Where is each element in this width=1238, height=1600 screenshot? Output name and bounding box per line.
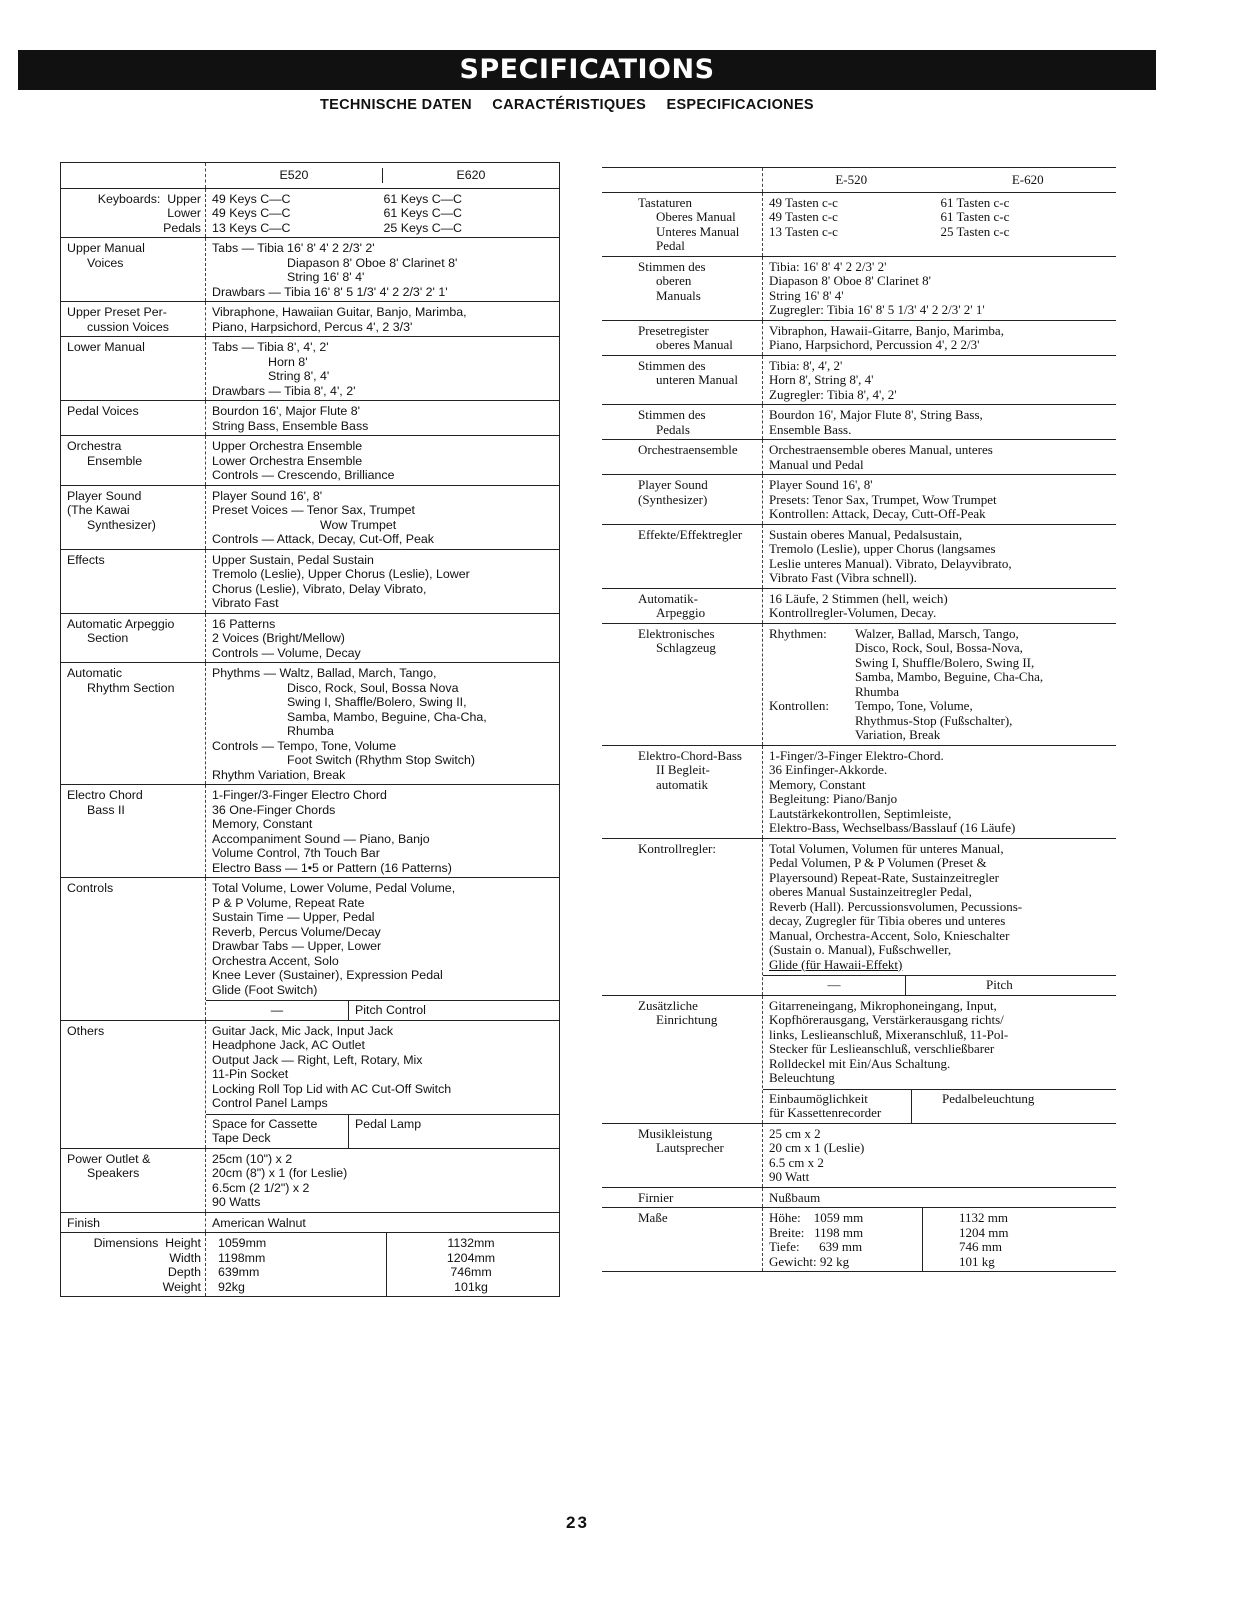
table-row: Upper Preset Per- cussion Voices Vibraphone, Hawaiian Guitar, Banjo, Marimba, Piano, Harpsichord, Percus 4', 2 3/3' [61,302,560,337]
table-row: Effects Upper Sustain, Pedal Sustain Tremolo (Leslie), Upper Chorus (Leslie), Lower Chorus (Leslie), Vibrato, Delay Vibrato, Vibrato Fast [61,549,560,613]
model-e520: E520 [279,168,309,182]
table-row: Player Sound (The Kawai Synthesizer) Player Sound 16', 8' Preset Voices — Tenor Sax, Trumpet Wow Trumpet Controls — Attack, Decay, Cut-Off, Peak [61,485,560,549]
table-row: Keyboards: Upper Lower Pedals 49 Keys C—C 49 Keys C—C 13 Keys C—C 61 Keys C—C 61 Keys C—C 25 Keys C—C [61,188,560,238]
table-row: Player Sound (Synthesizer) Player Sound 16', 8' Presets: Tenor Sax, Trumpet, Wow Trumpet Kontrollen: Attack, Decay, Cutt-Off-Peak [602,475,1116,525]
table-row: Maße Höhe: 1059 mm Breite: 1198 mm Tiefe: 639 mm Gewicht: 92 kg 1132 mm 1204 mm 746 mm 101 kg [602,1208,1116,1272]
table-row: Pedal Voices Bourdon 16', Major Flute 8' String Bass, Ensemble Bass [61,401,560,436]
table-row: Automatic Rhythm Section Phythms — Waltz, Ballad, March, Tango, Disco, Rock, Soul, Bossa Nova Swing I, Shaffle/Bolero, Swing II, Samba, Mambo, Beguine, Cha-Cha, Rhumba Controls — Tempo, Tone, Volume Foot Switch (Rhythm Stop Switch) Rhythm Variation, Break [61,663,560,785]
table-row: Automatik- Arpeggio 16 Läufe, 2 Stimmen (hell, weich) Kontrollregler-Volumen, Decay. [602,588,1116,623]
subtitle-spanish: ESPECIFICACIONES [666,97,814,113]
model-e620: E620 [382,168,559,183]
table-row: Elektro-Chord-Bass II Begleit- automatik 1-Finger/3-Finger Elektro-Chord. 36 Einfinger-Akkorde. Memory, Constant Begleitung: Piano/Banjo Lautstärkekontrollen, Septimleiste, Elektro-Bass, Wechselbass/Basslauf (16 Läufe) [602,745,1116,838]
table-row: Lower Manual Tabs — Tibia 8', 4', 2' Horn 8' String 8', 4' Drawbars — Tibia 8', 4', 2' [61,337,560,401]
table-row: Elektronisches Schlagzeug Rhythmen: Walzer, Ballad, Marsch, Tango, Disco, Rock, Soul, Bossa-Nova, Swing I, Shuffle/Bolero, Swing II, Samba, Mambo, Beguine, Cha-Cha, Rhumba Kontrollen: Tempo, Tone, Volume, Rhythmus-Stop (Fußschalter), Variation, Break [602,623,1116,745]
table-row: Kontrollregler: Total Volumen, Volumen für unteres Manual, Pedal Volumen, P & P Volumen (Preset & Playersound) Repeat-Rate, Sustainzeitregler oberes Manual Sustainzeitregler Pedal, Reverb (Hall). Percussionsvolumen, Pecussions- decay, Zugregler für Tibia oberes und unteres Manual, Orchestra-Accent, Solo, Knieschalter (Sustain o. Manual), Fußschweller, Glide (für Hawaii-Effekt) — Pitch [602,838,1116,995]
table-row: Orchestraensemble Orchestraensemble oberes Manual, unteres Manual und Pedal [602,440,1116,475]
table-row: Automatic Arpeggio Section 16 Patterns 2 Voices (Bright/Mellow) Controls — Volume, Decay [61,613,560,663]
table-row: Stimmen des oberen Manuals Tibia: 16' 8' 4' 2 2/3' 2' Diapason 8' Oboe 8' Clarinet 8' String 16' 8' 4' Zugregler: Tibia 16' 8' 5 1/3' 4' 2 2/3' 2' 1' [602,256,1116,320]
table-row: Controls Total Volume, Lower Volume, Pedal Volume, P & P Volume, Repeat Rate Sustain Time — Upper, Pedal Reverb, Percus Volume/Decay Drawbar Tabs — Upper, Lower Orchestra Accent, Solo Knee Lever (Sustainer), Expression Pedal Glide (Foot Switch) — Pitch Control [61,878,560,1021]
table-row: Electro Chord Bass II 1-Finger/3-Finger Electro Chord 36 One-Finger Chords Memory, Constant Accompaniment Sound — Piano, Banjo Volume Control, 7th Touch Bar Electro Bass — 1•5 or Pattern (16 Patterns) [61,785,560,878]
table-row: Presetregister oberes Manual Vibraphon, Hawaii-Gitarre, Banjo, Marimba, Piano, Harpsichord, Percussion 4', 2 2/3' [602,320,1116,355]
page-number: 23 [566,1513,589,1532]
table-row: Finish American Walnut [61,1212,560,1233]
english-spec-table [60,162,560,1297]
table-row: Musikleistung Lautsprecher 25 cm x 2 20 cm x 1 (Leslie) 6.5 cm x 2 90 Watt [602,1123,1116,1187]
table-row: Power Outlet & Speakers 25cm (10") x 2 20cm (8") x 1 (for Leslie) 6.5cm (2 1/2") x 2 90 Watts [61,1148,560,1212]
table-row: Tastaturen Oberes Manual Unteres Manual Pedal 49 Tasten c-c 49 Tasten c-c 13 Tasten c-c 61 Tasten c-c 61 Tasten c-c 25 Tasten c-c [602,192,1116,256]
table-row: Others Guitar Jack, Mic Jack, Input Jack Headphone Jack, AC Outlet Output Jack — Right, Left, Rotary, Mix 11-Pin Socket Locking Roll Top Lid with AC Cut-Off Switch Control Panel Lamps Space for Cassette Tape Deck Pedal Lamp [61,1020,560,1148]
table-row: Stimmen des Pedals Bourdon 16', Major Flute 8', String Bass, Ensemble Bass. [602,405,1116,440]
model-e-520: E-520 [835,172,868,187]
table-row: Firnier Nußbaum [602,1187,1116,1208]
title-banner [18,50,1156,90]
table-row: Orchestra Ensemble Upper Orchestra Ensemble Lower Orchestra Ensemble Controls — Crescendo, Brilliance [61,436,560,486]
table-row: Effekte/Effektregler Sustain oberes Manual, Pedalsustain, Tremolo (Leslie), upper Chorus (langsames Leslie unteres Manual). Vibrato, Delayvibrato, Vibrato Fast (Vibra schnell). [602,524,1116,588]
table-header-row [61,163,560,189]
model-e-620: E-620 [1011,172,1044,187]
table-row: Dimensions Height Width Depth Weight 1059mm 1198mm 639mm 92kg 1132mm 1204mm 746mm 101kg [61,1233,560,1297]
subtitle-german: TECHNISCHE DATEN [320,97,472,113]
page-title: SPECIFICATIONS [459,54,715,85]
german-spec-table [602,167,1116,1272]
table-header-row [602,168,1116,193]
table-row: Upper Manual Voices Tabs — Tibia 16' 8' 4' 2 2/3' 2' Diapason 8' Oboe 8' Clarinet 8' String 16' 8' 4' Drawbars — Tibia 16' 8' 5 1/3' 4' 2 2/3' 2' 1' [61,238,560,302]
table-row: Stimmen des unteren Manual Tibia: 8', 4', 2' Horn 8', String 8', 4' Zugregler: Tibia 8', 4', 2' [602,355,1116,405]
table-row: Zusätzliche Einrichtung Gitarreneingang, Mikrophoneingang, Input, Kopfhörerausgang, Verstärkerausgang richts/ links, Leslieanschluß, Mixeranschluß, 11-Pol- Stecker für Leslieanschluß, verschließbarer Rolldeckel mit Ein/Aus Schaltung. Beleuchtung Einbaumöglichkeit für Kassettenrecorder Pedalbeleuchtung [602,995,1116,1123]
subtitle-french: CARACTÉRISTIQUES [492,97,647,113]
subtitle [320,97,830,113]
